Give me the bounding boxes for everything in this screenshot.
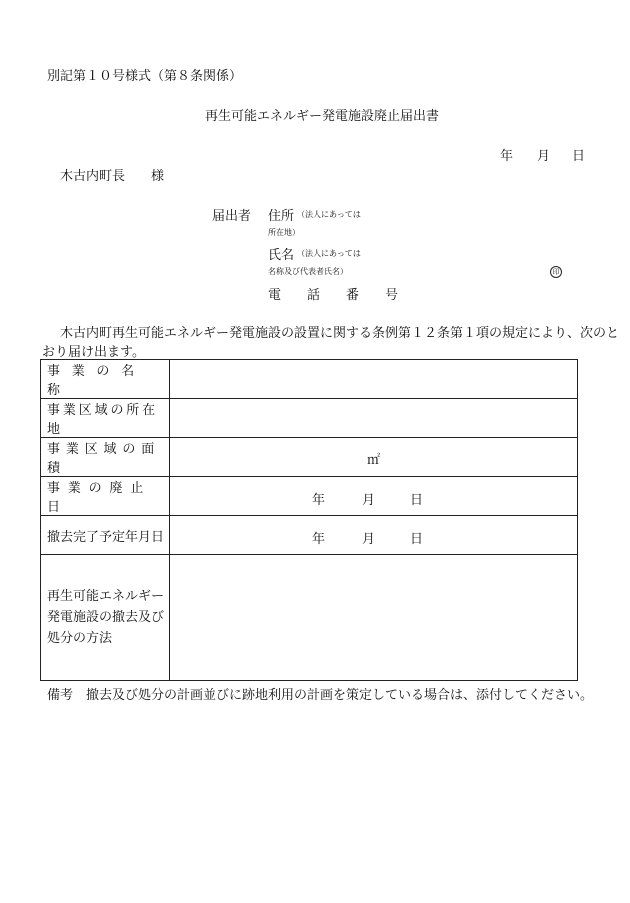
notification-table (40, 359, 578, 681)
removal-date-field[interactable] (170, 516, 578, 555)
project-name-field[interactable] (170, 360, 578, 399)
removal-date-label: 撤去完了予定年月日 (41, 516, 170, 555)
removal-day-label: 日 (410, 532, 424, 547)
document-title: 再生可能エネルギー発電施設廃止届出書 (205, 109, 440, 124)
area-unit: ㎡ (366, 453, 380, 468)
disposal-label-line-2: 発電施設の撤去及び (47, 610, 165, 625)
table-row-removal-date (41, 516, 578, 555)
body-line-2: おり届け出ます。 (42, 345, 145, 360)
abolition-year-label: 年 (312, 493, 326, 508)
name-note-1: （法人にあっては (297, 249, 361, 258)
abolition-day-label: 日 (410, 493, 424, 508)
remarks: 備考 撤去及び処分の計画並びに跡地利用の計画を策定している場合は、添付してください。 (47, 688, 594, 703)
area-label: 事業区域の面積 (41, 438, 170, 477)
addressee: 木古内町長 様 (60, 169, 165, 184)
location-label: 事業区域の所在地 (41, 399, 170, 438)
address-label: 住所 (268, 209, 295, 224)
name-note-2: 名称及び代表者氏名） (268, 267, 348, 276)
removal-month-label: 月 (362, 532, 376, 547)
disposal-label-line-1: 再生可能エネルギー (47, 589, 165, 604)
table-row-location (41, 399, 578, 438)
location-field[interactable] (170, 399, 578, 438)
abolition-date-label: 事業の廃止日 (41, 477, 170, 516)
body-line-1: 木古内町再生可能エネルギー発電施設の設置に関する条例第１２条第１項の規定により、次のと (60, 326, 620, 341)
abolition-date-field[interactable] (170, 477, 578, 516)
project-name-label: 事業の名称 (41, 360, 170, 399)
address-note-1: （法人にあっては (297, 210, 361, 219)
area-field[interactable] (170, 438, 578, 477)
disposal-method-field[interactable] (170, 555, 578, 681)
table-row-disposal-method (41, 555, 578, 681)
date-day-label: 日 (572, 149, 586, 164)
notifier-label: 届出者 (212, 209, 252, 224)
name-label: 氏名 (268, 248, 295, 263)
table-row-area (41, 438, 578, 477)
phone-label: 電 話 番 号 (268, 288, 405, 303)
abolition-month-label: 月 (362, 493, 376, 508)
disposal-method-label (41, 555, 170, 681)
seal-mark: 印 (550, 266, 562, 278)
disposal-label-line-3: 処分の方法 (47, 631, 113, 646)
date-month-label: 月 (537, 149, 551, 164)
table-row-abolition-date (41, 477, 578, 516)
address-note-2: 所在地） (268, 228, 300, 237)
removal-year-label: 年 (312, 532, 326, 547)
date-year-label: 年 (500, 149, 514, 164)
table-row-project-name (41, 360, 578, 399)
form-number: 別記第１０号様式（第８条関係） (47, 69, 243, 84)
